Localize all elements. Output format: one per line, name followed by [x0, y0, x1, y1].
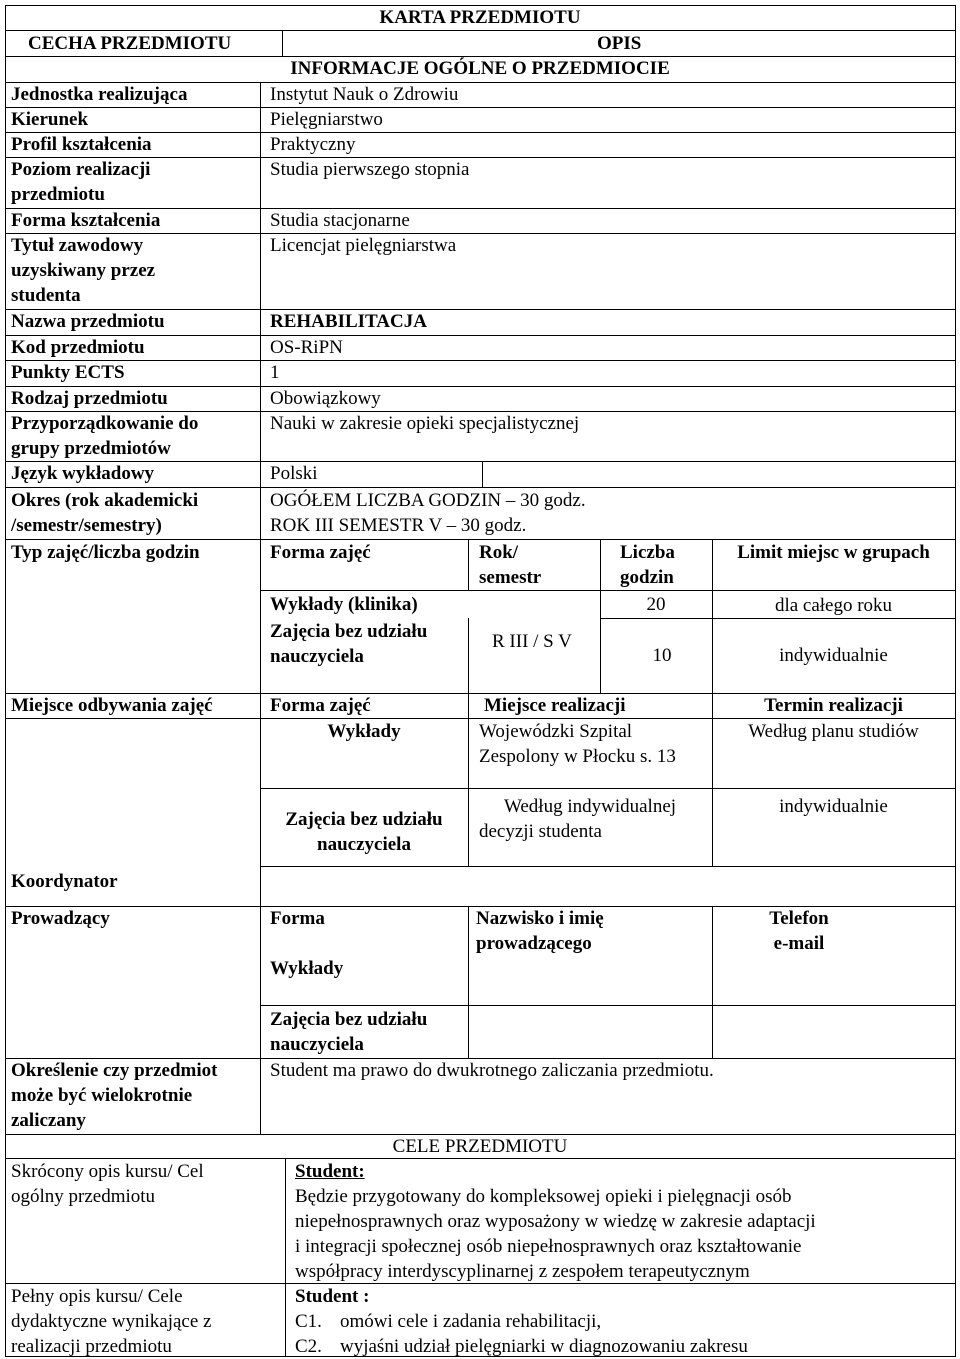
selfstudy-hours: 10	[652, 645, 672, 666]
classes-form-header: Forma zajęć	[270, 542, 371, 563]
value-code: OS-RiPN	[270, 337, 343, 358]
place-selfstudy-location: Według indywidualnej	[503, 796, 677, 817]
rule	[260, 788, 955, 789]
goals-title: CELE PRZEDMIOTU	[392, 1136, 568, 1157]
coordinator-label: Koordynator	[11, 871, 118, 892]
repeat-label: Określenie czy przedmiot	[11, 1060, 218, 1081]
value-field: Pielęgniarstwo	[270, 109, 383, 130]
short-desc-line: Będzie przygotowany do kompleksowej opieki i pielęgnacji osób	[295, 1186, 792, 1207]
rule	[285, 1158, 286, 1356]
full-desc-label: realizacji przedmiotu	[11, 1336, 172, 1357]
repeat-label: zaliczany	[11, 1110, 86, 1131]
place-selfstudy-location: decyzji studenta	[479, 821, 602, 842]
rule	[468, 539, 469, 590]
teachers-phone-header: e-mail	[773, 933, 825, 954]
label-period: Okres (rok akademicki	[11, 490, 199, 511]
label-unit: Jednostka realizująca	[11, 84, 188, 105]
value-ects: 1	[270, 362, 280, 383]
rule	[260, 590, 955, 591]
place-lecture-term: Według planu studiów	[748, 721, 919, 742]
value-profile: Praktyczny	[270, 134, 356, 155]
lecture-limit: dla całego roku	[774, 595, 893, 616]
classes-year-header: semestr	[479, 567, 542, 588]
teachers-label: Prowadzący	[11, 908, 110, 929]
label-title: studenta	[11, 285, 81, 306]
teachers-name-header: prowadzącego	[476, 933, 592, 954]
rule	[5, 233, 955, 234]
full-desc-num: C2.	[295, 1336, 322, 1357]
teachers-phone-header: Telefon	[769, 908, 829, 929]
rule	[5, 360, 955, 361]
rule	[600, 618, 955, 619]
label-type: Rodzaj przedmiotu	[11, 388, 168, 409]
classes-limit-header: Limit miejsc w grupach	[737, 542, 930, 563]
label-period: /semestr/semestry)	[11, 515, 162, 536]
rule	[260, 1005, 955, 1006]
label-profile: Profil kształcenia	[11, 134, 152, 155]
year-value: R III / S V	[492, 631, 572, 652]
teachers-name-header: Nazwisko i imię	[476, 908, 604, 929]
value-type: Obowiązkowy	[270, 388, 381, 409]
teachers-lecture-form: Wykłady	[270, 958, 344, 979]
value-level: Studia pierwszego stopnia	[270, 159, 470, 180]
place-lecture-location: Wojewódzki Szpital	[479, 721, 633, 742]
full-desc-item: omówi cele i zadania rehabilitacji,	[340, 1311, 602, 1332]
short-desc-line: niepełnosprawnych oraz wyposażony w wiedzę w zakresie adaptacji	[295, 1211, 816, 1232]
card-title: KARTA PRZEDMIOTU	[379, 7, 581, 28]
section-general: INFORMACJE OGÓLNE O PRZEDMIOCIE	[290, 58, 670, 79]
classes-hours-header: godzin	[620, 567, 674, 588]
place-selfstudy-form: nauczyciela	[317, 834, 411, 855]
lecture-form: Wykłady (klinika)	[270, 594, 418, 615]
value-form: Studia stacjonarne	[270, 210, 410, 231]
teachers-selfstudy-form: Zajęcia bez udziału	[270, 1009, 428, 1030]
place-location-header: Miejsce realizacji	[484, 695, 626, 716]
value-unit: Instytut Nauk o Zdrowiu	[270, 84, 459, 105]
teachers-selfstudy-form: nauczyciela	[270, 1034, 364, 1055]
label-code: Kod przedmiotu	[11, 337, 145, 358]
place-term-header: Termin realizacji	[764, 695, 903, 716]
repeat-value: Student ma prawo do dwukrotnego zaliczania przedmiotu.	[270, 1060, 714, 1081]
col-feature-header: CECHA PRZEDMIOTU	[28, 33, 232, 54]
rule	[282, 30, 283, 56]
short-desc-label: ogólny przedmiotu	[11, 1186, 156, 1207]
full-desc-item: wyjaśni udział pielęgniarki w diagnozowaniu zakresu	[340, 1336, 748, 1357]
rule	[468, 906, 469, 1058]
label-form: Forma kształcenia	[11, 210, 161, 231]
selfstudy-form: nauczyciela	[270, 646, 364, 667]
value-title: Licencjat pielęgniarstwa	[270, 235, 457, 256]
label-level: przedmiotu	[11, 184, 105, 205]
rule	[482, 461, 483, 487]
label-title: Tytuł zawodowy	[11, 235, 144, 256]
short-desc-head: Student:	[295, 1161, 365, 1182]
repeat-label: może być wielokrotnie	[11, 1085, 193, 1106]
label-name: Nazwa przedmiotu	[11, 311, 165, 332]
full-desc-head: Student :	[295, 1286, 370, 1307]
rule	[5, 335, 955, 336]
classes-label: Typ zajęć/liczba godzin	[11, 542, 200, 563]
rule	[5, 107, 955, 108]
label-title: uzyskiwany przez	[11, 260, 156, 281]
short-desc-label: Skrócony opis kursu/ Cel	[11, 1161, 204, 1182]
label-language: Język wykładowy	[11, 463, 155, 484]
label-ects: Punkty ECTS	[11, 362, 125, 383]
place-lecture-location: Zespolony w Płocku s. 13	[479, 746, 676, 767]
selfstudy-limit: indywidualnie	[779, 645, 888, 666]
place-form-header: Forma zajęć	[270, 695, 371, 716]
label-group: Przyporządkowanie do	[11, 413, 199, 434]
full-desc-num: C1.	[295, 1311, 322, 1332]
value-period: OGÓŁEM LICZBA GODZIN – 30 godz.	[270, 490, 586, 511]
value-language: Polski	[270, 463, 318, 484]
rule	[260, 866, 955, 867]
value-period: ROK III SEMESTR V – 30 godz.	[270, 515, 527, 536]
rule	[468, 693, 469, 866]
classes-year-header: Rok/	[479, 542, 519, 563]
full-desc-label: dydaktyczne wynikające z	[11, 1311, 212, 1332]
value-group: Nauki w zakresie opieki specjalistycznej	[270, 413, 580, 434]
rule	[260, 82, 261, 1134]
label-group: grupy przedmiotów	[11, 438, 171, 459]
rule	[468, 618, 469, 693]
short-desc-line: i integracji społecznej osób niepełnosprawnych oraz kształtowanie	[295, 1236, 802, 1257]
teachers-form-header: Forma	[270, 908, 325, 929]
place-lecture-form: Wykłady	[327, 721, 401, 742]
place-selfstudy-term: indywidualnie	[779, 796, 888, 817]
value-name: REHABILITACJA	[270, 311, 427, 332]
place-selfstudy-form: Zajęcia bez udziału	[285, 809, 443, 830]
selfstudy-form: Zajęcia bez udziału	[270, 621, 428, 642]
col-desc-header: OPIS	[597, 33, 642, 54]
label-field: Kierunek	[11, 109, 89, 130]
label-level: Poziom realizacji	[11, 159, 151, 180]
short-desc-line: współpracy interdyscyplinarnej z zespołem terapeutycznym	[295, 1261, 750, 1282]
lecture-hours: 20	[646, 594, 666, 615]
full-desc-label: Pełny opis kursu/ Cele	[11, 1286, 183, 1307]
classes-hours-header: Liczba	[620, 542, 675, 563]
place-label: Miejsce odbywania zajęć	[11, 695, 213, 716]
